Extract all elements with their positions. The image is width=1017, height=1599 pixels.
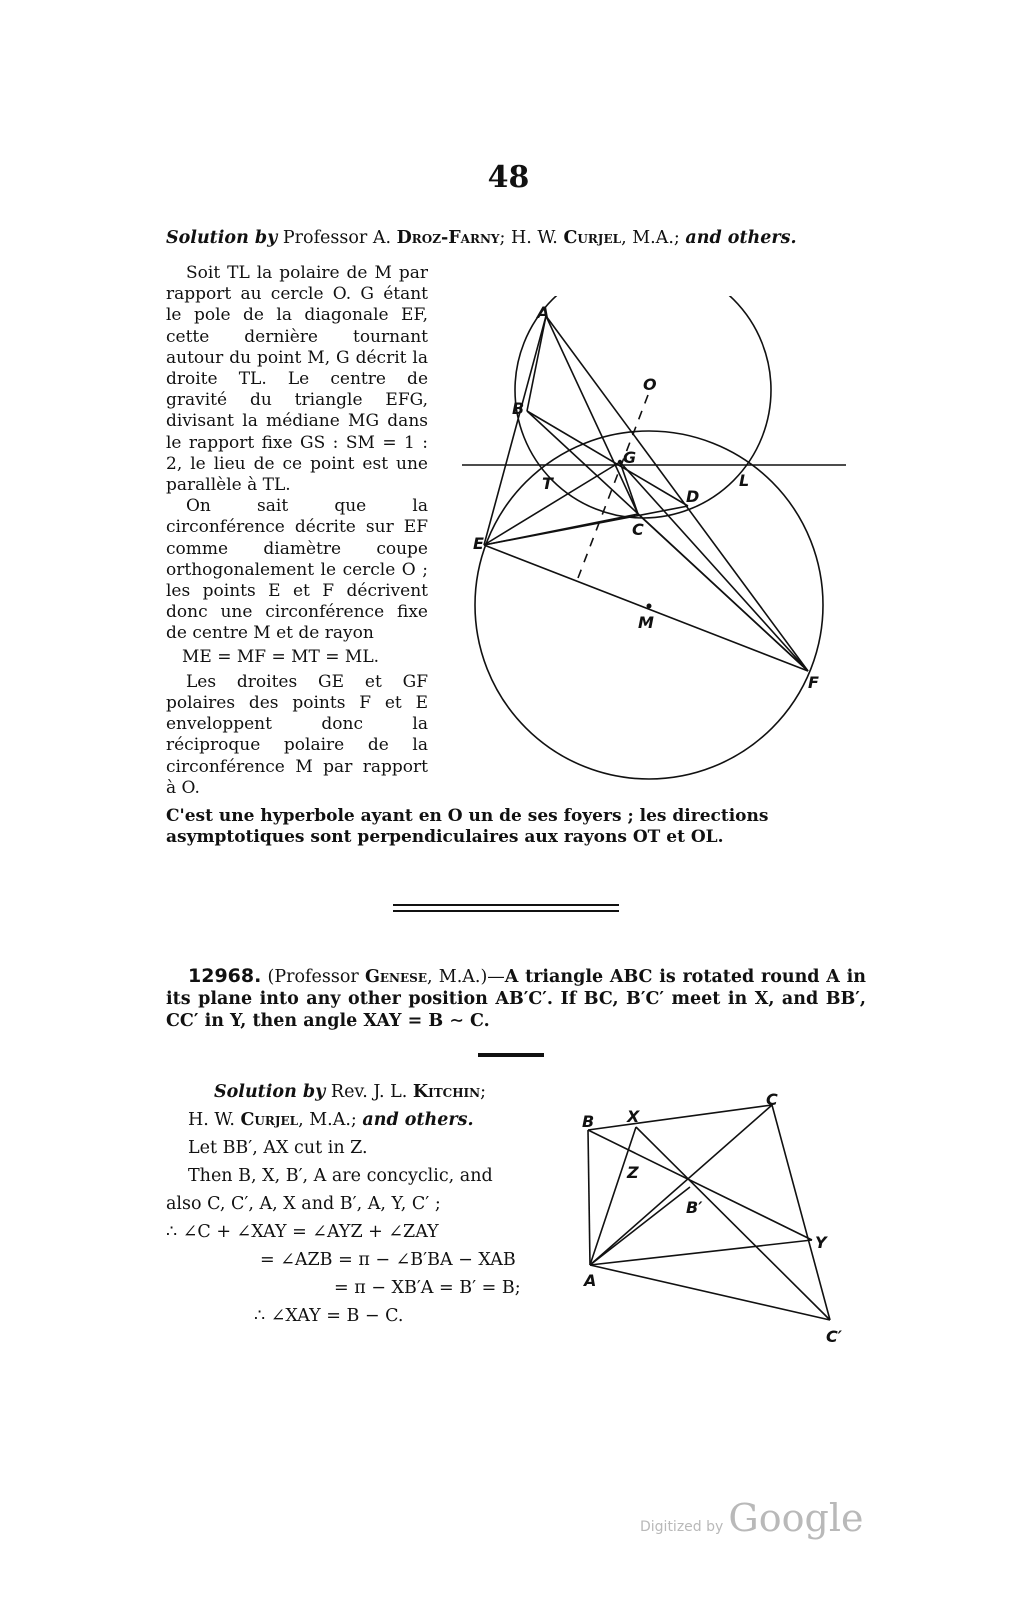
section-divider-bottom (393, 910, 619, 912)
paragraph-3: Les droites GE et GF polaires des points F et E enveloppent donc la réciproque polaire de la circonférence M par rapport à O. (166, 671, 428, 798)
dashed-median (578, 395, 648, 578)
line-b-c (588, 1105, 772, 1130)
solution-2-lead: Solution by (214, 1082, 326, 1102)
line-g-f (620, 462, 808, 671)
proposer-open: (Professor (267, 967, 359, 987)
label-l: L (739, 471, 750, 490)
line-c-c-prime (772, 1105, 830, 1320)
line-x-c-prime (636, 1127, 830, 1320)
point-g (618, 460, 622, 464)
label-y: Y (815, 1233, 827, 1252)
proposer-close: , M.A.)— (427, 967, 505, 987)
and-others: and others. (685, 228, 797, 248)
solution-2-author-2-suffix: , M.A.; (298, 1110, 357, 1130)
label-c: C (632, 520, 644, 539)
label-o: O (643, 375, 657, 394)
separator: ; (499, 228, 506, 248)
author-1-name: Droz-Farny (396, 228, 500, 248)
author-1-prefix: Professor A. (282, 228, 392, 248)
label-b: B (582, 1112, 595, 1131)
solution-2-header-line-1 (166, 1078, 566, 1106)
line-c-f (638, 514, 808, 671)
page-number: 48 (487, 160, 530, 195)
figure-1-diagram (456, 296, 856, 816)
label-z: Z (627, 1163, 639, 1182)
proposer-name: Genese (364, 967, 427, 987)
label-b-prime: B′ (686, 1198, 703, 1217)
solution-2-and-others: and others. (362, 1110, 474, 1130)
solution-2-author-1-name: Kitchin (412, 1082, 481, 1102)
watermark-logo: Google (728, 1496, 864, 1540)
paragraph-1: Soit TL la polaire de M par rapport au cercle O. G étant le pole de la diagonale EF, cette dernière tournant autour du point M, G décrit la droite TL. Le centre de gravité du triangle EFG, divisant la médiane MG dans le rapport fixe GS : SM = 1 : 2, le lieu de ce point est une parallèle à TL. (166, 263, 428, 496)
label-a: A (584, 1271, 597, 1290)
problem-number: 12968. (188, 965, 262, 987)
problem-12968 (166, 965, 866, 1032)
line-a-c (546, 316, 638, 514)
line-a-b-prime (590, 1187, 690, 1265)
solution-2 (166, 1078, 566, 1330)
label-f: F (808, 673, 819, 692)
author-2-suffix: , M.A.; (621, 228, 680, 248)
google-watermark (640, 1496, 863, 1540)
conclusion-text: C'est une hyperbole ayant en O un de ses foyers ; les directions asymptotiques sont perpendiculaires aux rayons OT et OL. (166, 806, 769, 847)
line-b-y (588, 1130, 812, 1240)
solution-2-author-2-name: Curjel (240, 1110, 299, 1130)
radius-equation: ME = MF = MT = ML. (182, 646, 380, 667)
watermark-small: Digitized by (640, 1519, 724, 1535)
figure-2-diagram (575, 1080, 855, 1355)
label-c-prime: C′ (826, 1327, 842, 1346)
solution-2-line-3: also C, C′, A, X and B′, A, Y, C′ ; (166, 1194, 441, 1214)
paragraph-2: On sait que la circonférence décrite sur EF comme diamètre coupe orthogonalement le cercle O ; les points E et F décrivent donc une circonférence fixe de centre M et de rayon (166, 496, 428, 644)
line-a-e (484, 316, 546, 545)
solution-2-eq-3: = π − XB′A = B′ = B; (334, 1278, 521, 1298)
line-a-y (590, 1240, 812, 1265)
label-e: E (473, 534, 484, 553)
solution-2-author-1-prefix: Rev. J. L. (330, 1082, 408, 1102)
solution-1-column (166, 263, 428, 799)
label-a: A (537, 303, 550, 322)
label-t: T (542, 474, 553, 493)
label-b: B (512, 399, 525, 418)
author-2-name: Curjel (563, 228, 622, 248)
solution-2-line-1: Let BB′, AX cut in Z. (188, 1138, 368, 1158)
line-a-c-prime (590, 1265, 830, 1320)
section-divider-top (393, 904, 619, 906)
label-d: D (686, 487, 700, 506)
point-m (647, 604, 652, 609)
solution-2-line-2: Then B, X, B′, A are concyclic, and (188, 1166, 493, 1186)
solution-2-eq-2: = ∠AZB = π − ∠B′BA − XAB (260, 1250, 516, 1270)
circle-o (515, 296, 771, 518)
conclusion-paragraph (166, 806, 866, 848)
author-2-prefix: H. W. (510, 228, 558, 248)
line-b-a (588, 1130, 590, 1265)
problem-statement: A triangle ABC is rotated round A in its plane into any other position AB′C′. If BC, B′C′ meet in X, and BB′, CC′ in Y, then angle XAY = B ∼ C. (166, 967, 866, 1031)
label-g: G (623, 448, 637, 467)
solution-2-author-1-suffix: ; (480, 1082, 487, 1102)
solution-2-author-2-prefix: H. W. (188, 1110, 235, 1130)
solution-2-eq-1: ∴ ∠C + ∠XAY = ∠AYZ + ∠ZAY (166, 1222, 439, 1242)
label-m: M (638, 613, 654, 632)
label-x: X (627, 1107, 640, 1126)
short-divider (478, 1053, 544, 1057)
solution-2-eq-4: ∴ ∠XAY = B − C. (254, 1306, 404, 1326)
solution-2-header-line-2 (166, 1106, 566, 1134)
solution-1-header (166, 228, 866, 248)
label-c: C (766, 1090, 778, 1109)
solution-lead: Solution by (166, 228, 278, 248)
line-e-f (484, 545, 808, 671)
